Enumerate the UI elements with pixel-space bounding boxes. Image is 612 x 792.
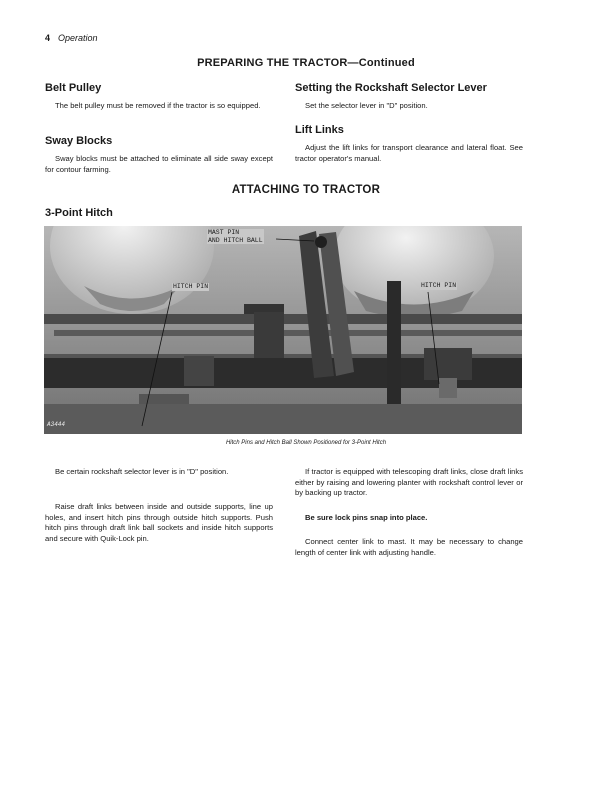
body-right-p2: Be sure lock pins snap into place. (305, 513, 428, 522)
selector-lever-text: Set the selector lever in "D" position. (305, 101, 428, 110)
hitch-photo-drawing (44, 226, 522, 434)
belt-pulley-text: The belt pulley must be removed if the tractor is so equipped. (55, 101, 261, 110)
label-mast-pin (207, 229, 264, 244)
section-name: Operation (58, 33, 98, 43)
page-header (45, 33, 98, 43)
label-mast-pin-line1: MAST PIN (208, 229, 240, 236)
hitch-photo (44, 226, 522, 434)
lift-links-heading: Lift Links (295, 124, 344, 136)
belt-pulley-heading: Belt Pulley (45, 82, 102, 94)
sway-blocks-heading: Sway Blocks (45, 135, 113, 147)
label-mast-pin-line2: AND HITCH BALL (208, 236, 263, 244)
hitch-heading: 3-Point Hitch (45, 207, 113, 219)
photo-id: A3444 (47, 421, 66, 428)
section-title: PREPARING THE TRACTOR—Continued (197, 57, 415, 69)
selector-lever-heading: Setting the Rockshaft Selector Lever (295, 82, 487, 94)
label-hitch-pin-right: HITCH PIN (421, 282, 457, 289)
figure-caption: Hitch Pins and Hitch Ball Shown Positioned for 3-Point Hitch (225, 440, 387, 446)
label-hitch-pin-left: HITCH PIN (173, 283, 209, 290)
body-left-p1: Be certain rockshaft selector lever is in "D" position. (55, 467, 229, 476)
lift-links-text: Adjust the lift links for transport clearance and lateral float. See tractor operator's manual. (295, 143, 523, 163)
body-right-p3: Connect center link to mast. It may be necessary to change length of center link with adjusting handle. (295, 537, 523, 557)
page-number: 4 (45, 33, 51, 43)
body-left-p2: Raise draft links between inside and outside supports, line up holes, and insert hitch pins through outside hitch supports. Push hitch pins through draft link ball sockets and inside hitch supports and secure with Quik-Lock pin. (45, 502, 273, 543)
attaching-title: ATTACHING TO TRACTOR (231, 184, 381, 196)
sway-blocks-text: Sway blocks must be attached to eliminate all side sway except for contour farming. (45, 154, 273, 174)
body-right-p1: If tractor is equipped with telescoping draft links, close draft links either by raising and lowering planter with rockshaft control lever or by backing up tractor. (295, 467, 523, 497)
